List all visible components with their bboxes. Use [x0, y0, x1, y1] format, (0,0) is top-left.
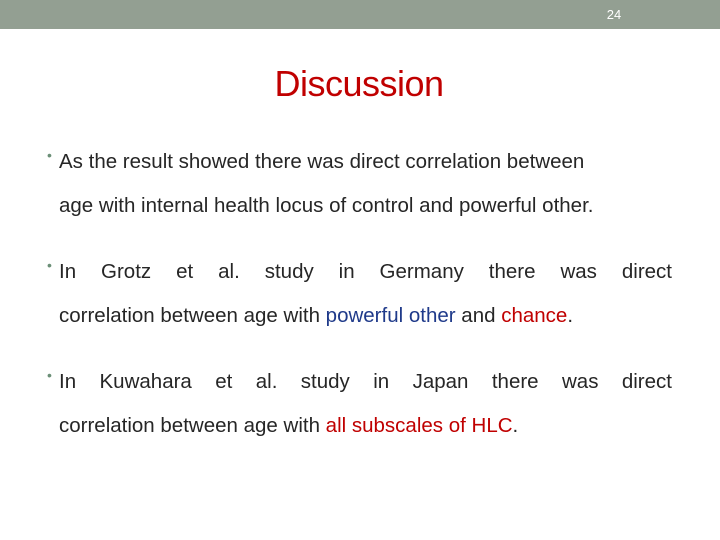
text-segment: and — [455, 304, 502, 327]
text-segment: correlation between age with — [59, 304, 326, 327]
bullet-item — [47, 140, 672, 228]
bullet-line: In Kuwahara et al. study in Japan there was direct — [59, 370, 672, 393]
bullet-line — [59, 404, 672, 448]
bullet-dot-icon: • — [47, 257, 52, 273]
page-number: 24 — [606, 7, 622, 22]
text-segment: . — [567, 304, 574, 327]
bullet-item — [47, 250, 672, 338]
highlight-powerful-other: powerful other — [325, 304, 456, 327]
header-bar — [0, 0, 720, 29]
bullet-list — [47, 140, 672, 470]
bullet-item — [47, 360, 672, 448]
text-segment: . — [512, 414, 519, 437]
bullet-dot-icon: • — [47, 367, 52, 383]
highlight-chance: chance — [501, 304, 568, 327]
bullet-line: age with internal health locus of control and powerful other. — [59, 194, 594, 217]
slide-title: Discussion — [274, 63, 444, 104]
bullet-dot-icon: • — [47, 147, 52, 163]
highlight-all-subscales: all subscales of HLC — [325, 414, 513, 437]
bullet-line — [59, 294, 672, 338]
text-segment: correlation between age with — [59, 414, 326, 437]
bullet-line: As the result showed there was direct correlation between — [59, 150, 585, 173]
bullet-line: In Grotz et al. study in Germany there was direct — [59, 260, 672, 283]
